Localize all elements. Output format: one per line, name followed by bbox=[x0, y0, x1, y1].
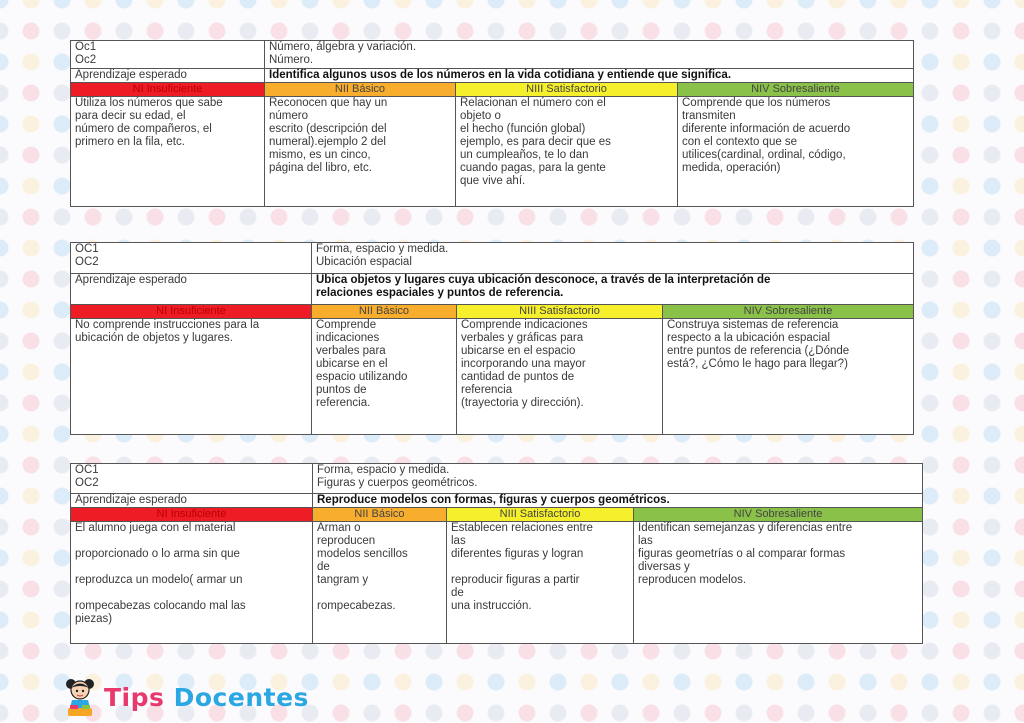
level-insuficiente-header: NI Insuficiente bbox=[71, 508, 313, 522]
oc-values bbox=[313, 464, 923, 494]
oc1-value: Número, álgebra y variación. bbox=[269, 41, 417, 53]
logo-word-tips: Tips bbox=[104, 682, 165, 712]
oc-values bbox=[265, 41, 914, 69]
oc2-value: Número. bbox=[269, 54, 314, 66]
tips-docentes-logo bbox=[60, 676, 309, 718]
oc-labels bbox=[71, 243, 312, 274]
level-satisfactorio-header: NIII Satisfactorio bbox=[456, 83, 678, 97]
level-sobresaliente-header: NIV Sobresaliente bbox=[663, 305, 914, 319]
oc2-value: Figuras y cuerpos geométricos. bbox=[317, 477, 478, 489]
expected-learning-text: Identifica algunos usos de los números en la vida cotidiana y entiende que significa. bbox=[265, 69, 914, 83]
descriptor-insuficiente: Utiliza los números que sabe para decir su edad, el número de compañeros, el primero en la fila, etc. bbox=[71, 97, 265, 207]
level-sobresaliente-header: NIV Sobresaliente bbox=[678, 83, 914, 97]
oc-values bbox=[312, 243, 914, 274]
expected-learning-label: Aprendizaje esperado bbox=[71, 494, 313, 508]
level-satisfactorio-header: NIII Satisfactorio bbox=[457, 305, 663, 319]
level-insuficiente-header: NI Insuficiente bbox=[71, 305, 312, 319]
logo-word-docentes: Docentes bbox=[173, 682, 309, 712]
level-satisfactorio-header: NIII Satisfactorio bbox=[447, 508, 634, 522]
girl-mascot-icon bbox=[60, 676, 100, 718]
level-sobresaliente-header: NIV Sobresaliente bbox=[634, 508, 923, 522]
rubric-table-location bbox=[70, 242, 914, 435]
descriptor-basico: Comprende indicaciones verbales para ubicarse en el espacio utilizando puntos de referencia. bbox=[312, 319, 457, 435]
oc-labels bbox=[71, 464, 313, 494]
descriptor-insuficiente: El alumno juega con el material proporcionado o lo arma sin que reproduzca un modelo( armar un rompecabezas colocando mal las piezas) bbox=[71, 522, 313, 644]
descriptor-sobresaliente: Identifican semejanzas y diferencias entre las figuras geometrías o al comparar formas diversas y reproducen modelos. bbox=[634, 522, 923, 644]
descriptor-satisfactorio: Comprende indicaciones verbales y gráficas para ubicarse en el espacio incorporando una mayor cantidad de puntos de referencia (trayectoria y dirección). bbox=[457, 319, 663, 435]
descriptor-satisfactorio: Relacionan el número con el objeto o el hecho (función global) ejemplo, es para decir que es un cumpleaños, te lo dan cuando pagas, para la gente que vive ahí. bbox=[456, 97, 678, 207]
expected-learning-text: Reproduce modelos con formas, figuras y cuerpos geométricos. bbox=[313, 494, 923, 508]
descriptor-sobresaliente: Construya sistemas de referencia respecto a la ubicación espacial entre puntos de referencia (¿Dónde está?, ¿Cómo le hago para llegar?) bbox=[663, 319, 914, 435]
descriptor-sobresaliente: Comprende que los números transmiten diferente información de acuerdo con el contexto que se utilices(cardinal, ordinal, código, medida, operación) bbox=[678, 97, 914, 207]
level-insuficiente-header: NI Insuficiente bbox=[71, 83, 265, 97]
expected-learning-label: Aprendizaje esperado bbox=[71, 69, 265, 83]
oc2-value: Ubicación espacial bbox=[316, 256, 412, 268]
rubric-table-number bbox=[70, 40, 914, 207]
descriptor-insuficiente: No comprende instrucciones para la ubicación de objetos y lugares. bbox=[71, 319, 312, 435]
oc2-label: OC2 bbox=[75, 477, 99, 489]
level-basico-header: NII Básico bbox=[313, 508, 447, 522]
level-basico-header: NII Básico bbox=[312, 305, 457, 319]
rubric-table-figures bbox=[70, 463, 923, 644]
expected-learning-label: Aprendizaje esperado bbox=[71, 274, 312, 305]
oc-labels bbox=[71, 41, 265, 69]
oc1-value: Forma, espacio y medida. bbox=[316, 243, 449, 255]
oc1-label: OC1 bbox=[75, 243, 99, 255]
logo-text bbox=[104, 683, 309, 712]
oc1-label: Oc1 bbox=[75, 41, 97, 53]
level-basico-header: NII Básico bbox=[265, 83, 456, 97]
descriptor-basico: Reconocen que hay un número escrito (descripción del numeral).ejemplo 2 del mismo, es un cinco, página del libro, etc. bbox=[265, 97, 456, 207]
oc2-label: Oc2 bbox=[75, 54, 97, 66]
oc2-label: OC2 bbox=[75, 256, 99, 268]
descriptor-satisfactorio: Establecen relaciones entre las diferentes figuras y logran reproducir figuras a partir de una instrucción. bbox=[447, 522, 634, 644]
oc1-label: OC1 bbox=[75, 464, 99, 476]
oc1-value: Forma, espacio y medida. bbox=[317, 464, 450, 476]
descriptor-basico: Arman o reproducen modelos sencillos de tangram y rompecabezas. bbox=[313, 522, 447, 644]
expected-learning-text: Ubica objetos y lugares cuya ubicación desconoce, a través de la interpretación de relaciones espaciales y puntos de referencia. bbox=[312, 274, 914, 305]
